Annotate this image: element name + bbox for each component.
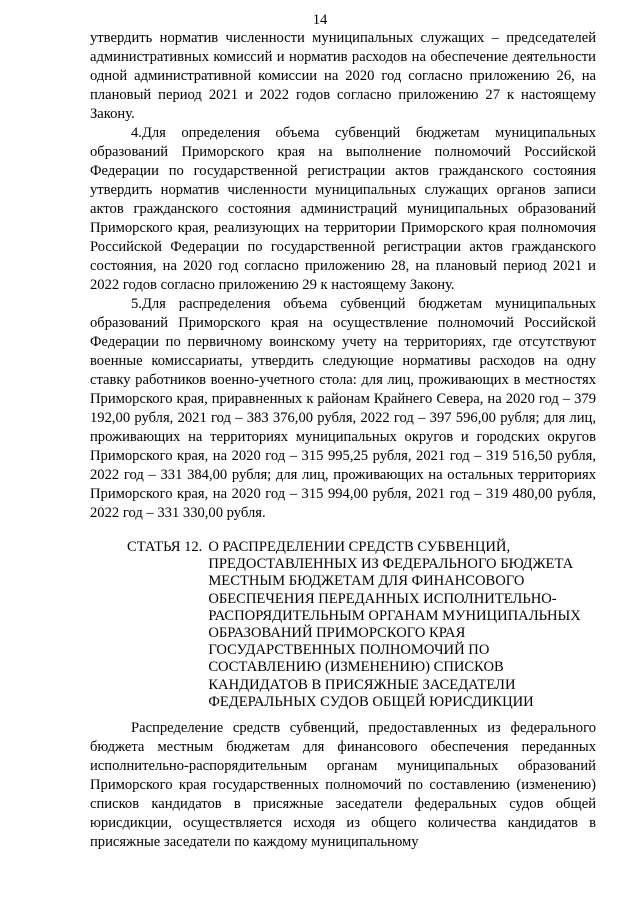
paragraph-continued: утвердить норматив численности муниципальных служащих – председателей административных комиссий и норматив расходов на обеспечение деятельности одной административной комиссии на 2020 год согласно приложению 26, на плановый период 2021 и 2022 годов согласно приложению 27 к настоящему Закону. xyxy=(90,30,596,122)
body-text-bottom xyxy=(90,719,596,852)
paragraph-item-5: 5.Для распределения объема субвенций бюджетам муниципальных образований Приморского края на осуществление полномочий Российской Федерации по первичному воинскому учету на территориях, где отсутствуют военные комиссариаты, утвердить следующие нормативы расходов на одну ставку работников военно-учетного стола: для лиц, проживающих в местностях Приморского края, приравненных к районам Крайнего Севера, на 2020 год – 379 192,00 рубля, 2021 год – 383 376,00 рубля, 2022 год – 397 596,00 рубля; для лиц, проживающих на территориях муниципальных округов и городских округов Приморского края, на 2020 год – 315 995,25 рубля, 2021 год – 319 516,50 рубля, 2022 год – 331 384,00 рубля; для лиц, проживающих на остальных территориях Приморского края, на 2020 год – 315 994,00 рубля, 2021 год – 319 480,00 рубля, 2022 год – 331 330,00 рубля. xyxy=(90,296,596,521)
paragraph-article-12: Распределение средств субвенций, предоставленных из федерального бюджета местным бюджетам для финансового обеспечения переданных исполнительно-распорядительным органам муниципальных образований Приморского края государственных полномочий по составлению (изменению) списков кандидатов в присяжные заседатели федеральных судов общей юрисдикции, осуществляется исходя из общего количества кандидатов в присяжные заседатели по каждому муниципальному xyxy=(90,720,596,850)
page-number: 14 xyxy=(312,12,328,28)
body-text-top xyxy=(90,29,596,523)
article-heading xyxy=(127,539,597,711)
article-title: О РАСПРЕДЕЛЕНИИ СРЕДСТВ СУБВЕНЦИЙ, ПРЕДОСТАВЛЕННЫХ ИЗ ФЕДЕРАЛЬНОГО БЮДЖЕТА МЕСТНЫМ БЮДЖЕТАМ ДЛЯ ФИНАНСОВОГО ОБЕСПЕЧЕНИЯ ПЕРЕДАННЫХ ИСПОЛНИТЕЛЬНО-РАСПОРЯДИТЕЛЬНЫМ ОРГАНАМ МУНИЦИПАЛЬНЫХ ОБРАЗОВАНИЙ ПРИМОРСКОГО КРАЯ ГОСУДАРСТВЕННЫХ ПОЛНОМОЧИЙ ПО СОСТАВЛЕНИЮ (ИЗМЕНЕНИЮ) СПИСКОВ КАНДИДАТОВ В ПРИСЯЖНЫЕ ЗАСЕДАТЕЛИ ФЕДЕРАЛЬНЫХ СУДОВ ОБЩЕЙ ЮРИСДИКЦИИ xyxy=(208,539,581,710)
article-label: СТАТЬЯ 12. xyxy=(127,539,203,555)
paragraph-item-4: 4.Для определения объема субвенций бюджетам муниципальных образований Приморского края на выполнение полномочий Российской Федерации по государственной регистрации актов гражданского состояния утвердить норматив численности муниципальных служащих органов записи актов гражданского состояния администраций муниципальных образований Приморского края, реализующих на территории Приморского края полномочия Российской Федерации по государственной регистрации актов гражданского состояния, на 2020 год согласно приложению 28, на плановый период 2021 и 2022 годов согласно приложению 29 к настоящему Закону. xyxy=(90,125,596,293)
